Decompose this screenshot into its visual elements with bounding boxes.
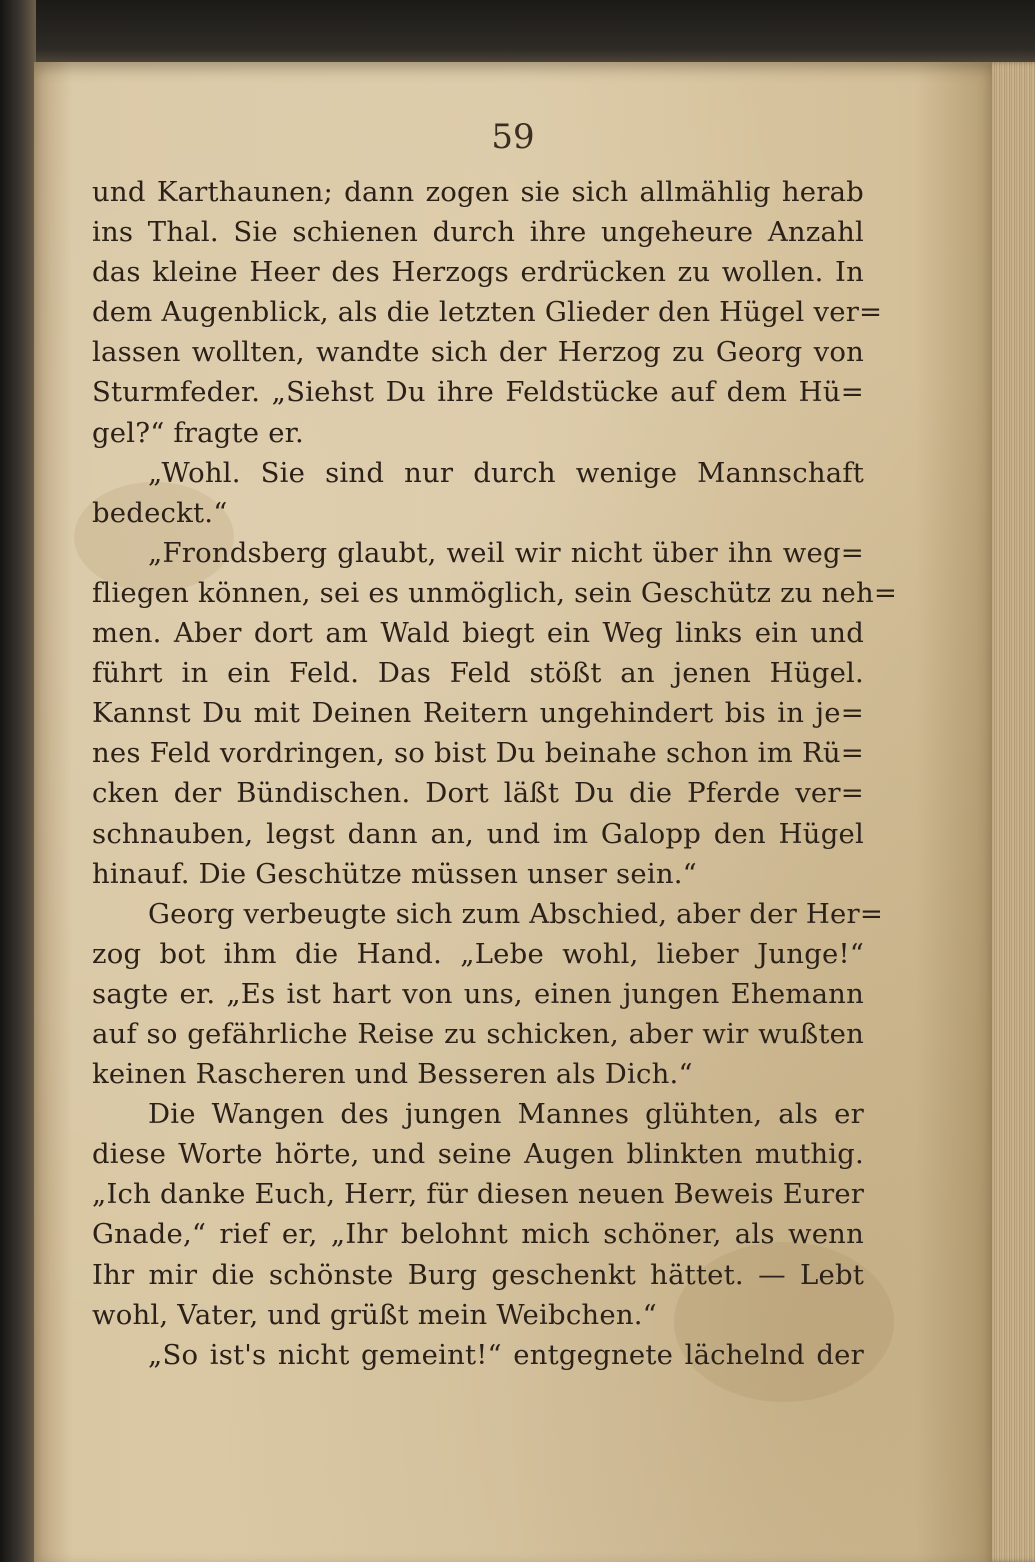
text-line: Sturmfeder. „Siehst Du ihre Feldstücke auf dem Hü=: [92, 376, 864, 409]
text-line: Kannst Du mit Deinen Reitern ungehindert bis in je=: [92, 697, 864, 730]
text-line: „Wohl. Sie sind nur durch wenige Mannschaft: [148, 456, 864, 489]
text-line: fliegen können, sei es unmöglich, sein Geschütz zu neh=: [92, 576, 898, 609]
text-line: Georg verbeugte sich zum Abschied, aber der Her=: [148, 897, 884, 930]
text-line: „Frondsberg glaubt, weil wir nicht über ihn weg=: [148, 536, 864, 569]
text-line: keinen Rascheren und Besseren als Dich.“: [92, 1058, 693, 1091]
text-line: ins Thal. Sie schienen durch ihre ungeheure Anzahl: [92, 216, 864, 249]
text-line: zog bot ihm die Hand. „Lebe wohl, lieber Junge!“: [92, 937, 864, 970]
text-line: schnauben, legst dann an, und im Galopp den Hügel: [92, 817, 864, 850]
body-text: [92, 172, 898, 1375]
text-line: cken der Bündischen. Dort läßt Du die Pferde ver=: [92, 777, 864, 810]
page-number: 59: [491, 117, 535, 157]
text-line: diese Worte hörte, und seine Augen blinkten muthig.: [92, 1138, 864, 1171]
cover-top-edge: [0, 0, 1035, 70]
text-line: men. Aber dort am Wald biegt ein Weg links ein und: [92, 617, 864, 650]
text-line: führt in ein Feld. Das Feld stößt an jenen Hügel.: [92, 657, 864, 690]
text-line: auf so gefährliche Reise zu schicken, aber wir wußten: [92, 1017, 864, 1050]
text-line: dem Augenblick, als die letzten Glieder den Hügel ver=: [92, 296, 883, 329]
text-line: lassen wollten, wandte sich der Herzog zu Georg von: [92, 336, 864, 369]
text-line: bedeckt.“: [92, 496, 228, 529]
text-line: und Karthaunen; dann zogen sie sich allmählig herab: [92, 176, 864, 208]
page-edges: [985, 62, 1035, 1562]
text-line: „Ich danke Euch, Herr, für diesen neuen Beweis Eurer: [92, 1178, 865, 1211]
text-line: hinauf. Die Geschütze müssen unser sein.“: [92, 857, 697, 890]
text-line: nes Feld vordringen, so bist Du beinahe schon im Rü=: [92, 737, 864, 770]
text-line: wohl, Vater, und grüßt mein Weibchen.“: [92, 1298, 657, 1331]
text-line: Gnade,“ rief er, „Ihr belohnt mich schöner, als wenn: [92, 1218, 864, 1251]
text-line: das kleine Heer des Herzogs erdrücken zu wollen. In: [92, 256, 864, 289]
text-line: „So ist's nicht gemeint!“ entgegnete lächelnd der: [148, 1338, 864, 1371]
text-line: gel?“ fragte er.: [92, 416, 304, 449]
text-line: Ihr mir die schönste Burg geschenkt hättet. — Lebt: [92, 1258, 864, 1291]
book-binding: [0, 0, 36, 1562]
text-line: sagte er. „Es ist hart von uns, einen jungen Ehemann: [92, 977, 864, 1010]
text-line: Die Wangen des jungen Mannes glühten, als er: [148, 1098, 864, 1131]
book-page: [34, 62, 992, 1562]
